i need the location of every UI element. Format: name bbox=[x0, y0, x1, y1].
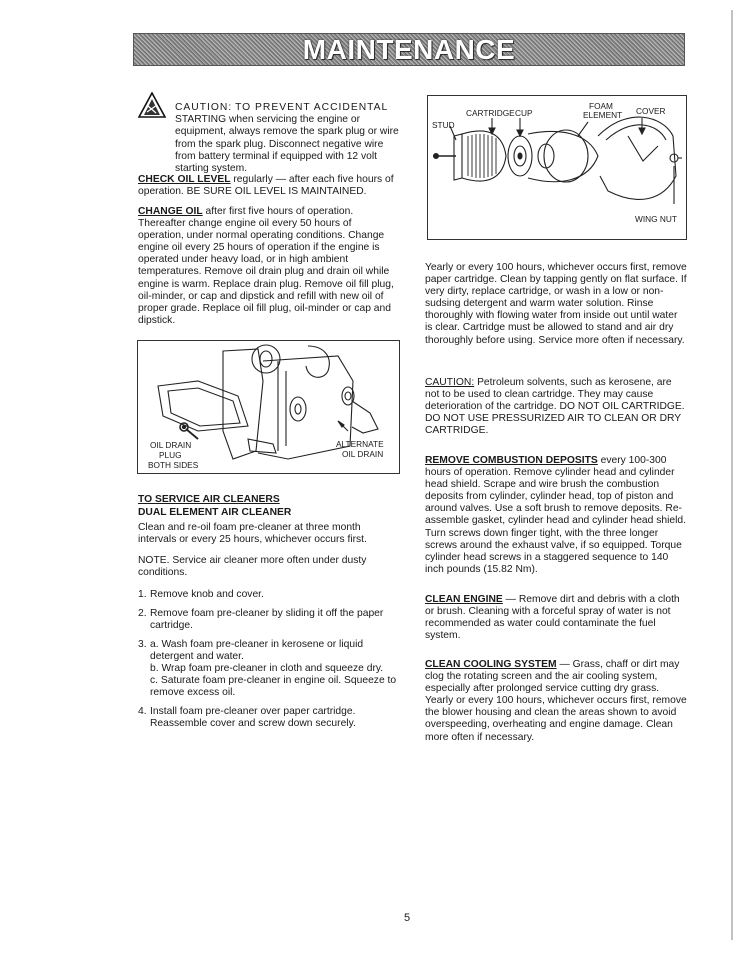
section-title: MAINTENANCE bbox=[302, 34, 516, 65]
clean-engine-body: — Remove dirt and debris with a cloth or brush. Cleaning with a forceful spray of water is not recommended as water could contaminate the fuel system. bbox=[425, 594, 680, 642]
foam-label-1: FOAM bbox=[589, 101, 613, 111]
air-cleaner-heading: TO SERVICE AIR CLEANERS bbox=[138, 494, 280, 505]
page-number: 5 bbox=[404, 912, 411, 924]
air-cleaner-intro: Clean and re-oil foam pre-cleaner at three month intervals or every 25 hours, whichever occurs first. bbox=[138, 522, 367, 546]
oil-drain-plug-label-1: OIL DRAIN bbox=[150, 440, 192, 450]
stud-label: STUD bbox=[432, 120, 455, 130]
foam-label-2: ELEMENT bbox=[583, 110, 623, 120]
change-oil-heading: CHANGE OIL bbox=[138, 206, 203, 217]
step-item: b. Wrap foam pre-cleaner in cloth and squeeze dry. bbox=[150, 663, 384, 675]
combustion-deposits-paragraph bbox=[425, 455, 687, 576]
step-item: 1. Remove knob and cover. bbox=[138, 588, 264, 600]
dual-element-subheading: DUAL ELEMENT AIR CLEANER bbox=[138, 507, 292, 519]
paper-cartridge-body: Yearly or every 100 hours, whichever occurs first, remove paper cartridge. Clean by tapping gently on flat surface. If very dirty, replace cartridge, or wash in a low or non-sudsing detergent and warm water solution. Rinse thoroughly with flowing water from inside out until water is clear. Cartridge must be allowed to stand and air dry thoroughly before using. Service more often if necessary. bbox=[425, 262, 687, 346]
air-cleaner-section bbox=[138, 494, 400, 731]
caution-solvents-paragraph bbox=[425, 377, 687, 437]
change-oil-paragraph bbox=[138, 206, 400, 327]
cooling-body: — Grass, chaff or dirt may clog the rotating screen and the air cooling system, especially after prolonged service cutting dry grass. Yearly or every 100 hours, whichever occurs first, remove the blower housing and clean the areas shown to avoid overspeeding, overheating and engine damage. Clean more often if necessary. bbox=[425, 659, 687, 743]
step-item: 3. a. Wash foam pre-cleaner in kerosene or liquid detergent and water. bbox=[138, 638, 364, 662]
check-oil-body: regularly — after each five hours of operation. BE SURE OIL LEVEL IS MAINTAINED. bbox=[138, 174, 394, 198]
step-item: 2. Remove foam pre-cleaner by sliding it off the paper cartridge. bbox=[138, 607, 384, 631]
caution-disconnect-spark-plug bbox=[138, 92, 400, 185]
combustion-body: every 100-300 hours of operation. Remove cylinder head and cylinder head shield. Scrape and wire brush the combustion deposits from cylinder, cylinder head, top of piston and around valves. Use a soft brush to remove deposits. Re-assemble gasket, cylinder head and cylinder head shield. Turn screws down finger tight, with the three longer screws around the exhaust valve, if so equipped. Torque cylinder head screws in a staggered sequence to 140 inch pounds (15.82 Nm). bbox=[425, 455, 687, 575]
air-cleaner-steps bbox=[138, 589, 400, 731]
alternate-drain-label-1: ALTERNATE bbox=[336, 439, 384, 449]
check-oil-heading: CHECK OIL LEVEL bbox=[138, 174, 231, 185]
caution-solvents-heading: CAUTION: bbox=[425, 377, 475, 388]
caution-label: CAUTION: bbox=[175, 102, 233, 114]
clean-engine-heading: CLEAN ENGINE bbox=[425, 594, 503, 605]
cover-label: COVER bbox=[636, 106, 666, 116]
section-banner bbox=[133, 33, 685, 66]
cooling-heading: CLEAN COOLING SYSTEM bbox=[425, 659, 557, 670]
cartridge-label: CARTRIDGE bbox=[466, 108, 515, 118]
caution-lead: TO PREVENT ACCIDENTAL bbox=[235, 102, 389, 114]
warning-icon bbox=[138, 92, 166, 118]
step-item: c. Saturate foam pre-cleaner in engine oil. Squeeze to remove excess oil. bbox=[150, 675, 397, 699]
caution-body: STARTING when servicing the engine or equipment, always remove the spark plug or wire from the spark plug. Disconnect negative wire from battery terminal if equipped with 12 volt starting system. bbox=[175, 114, 399, 174]
clean-engine-paragraph bbox=[425, 594, 687, 642]
cooling-system-paragraph bbox=[425, 659, 687, 744]
oil-drain-plug-label-3: BOTH SIDES bbox=[148, 460, 199, 470]
check-oil-paragraph bbox=[138, 174, 400, 198]
wing-nut-label: WING NUT bbox=[635, 214, 677, 224]
cup-label: CUP bbox=[515, 108, 533, 118]
paper-cartridge-paragraph bbox=[425, 262, 687, 347]
caution-solvents-body: Petroleum solvents, such as kerosene, are not to be used to clean cartridge. They may cause deterioration of the cartridge. DO NOT OIL CARTRIDGE. DO NOT USE PRESSURIZED AIR TO CLEAN OR DRY CARTRIDGE. bbox=[425, 377, 685, 437]
air-cleaner-figure bbox=[427, 95, 687, 240]
alternate-drain-label-2: OIL DRAIN bbox=[342, 449, 384, 459]
oil-drain-figure bbox=[137, 340, 400, 474]
step-item: 4. Install foam pre-cleaner over paper cartridge. Reassemble cover and screw down securely. bbox=[138, 706, 356, 730]
air-cleaner-note: NOTE. Service air cleaner more often under dusty conditions. bbox=[138, 555, 367, 579]
oil-drain-plug-label-2: PLUG bbox=[159, 450, 182, 460]
change-oil-body: after first five hours of operation. Thereafter change engine oil every 50 hours of operation, under normal operating conditions. Change engine oil every 25 hours of operation if the engine is operated under heavy load, or in high ambient temperatures. Remove oil drain plug and drain oil while engine is warm. Replace drain plug. Remove oil fill plug, oil-minder, or cap and dipstick and refill with new oil of proper grade. Replace oil fill plug, oil-minder or cap and dipstick. bbox=[138, 206, 394, 326]
combustion-heading: REMOVE COMBUSTION DEPOSITS bbox=[425, 455, 598, 466]
scan-edge bbox=[731, 10, 733, 940]
